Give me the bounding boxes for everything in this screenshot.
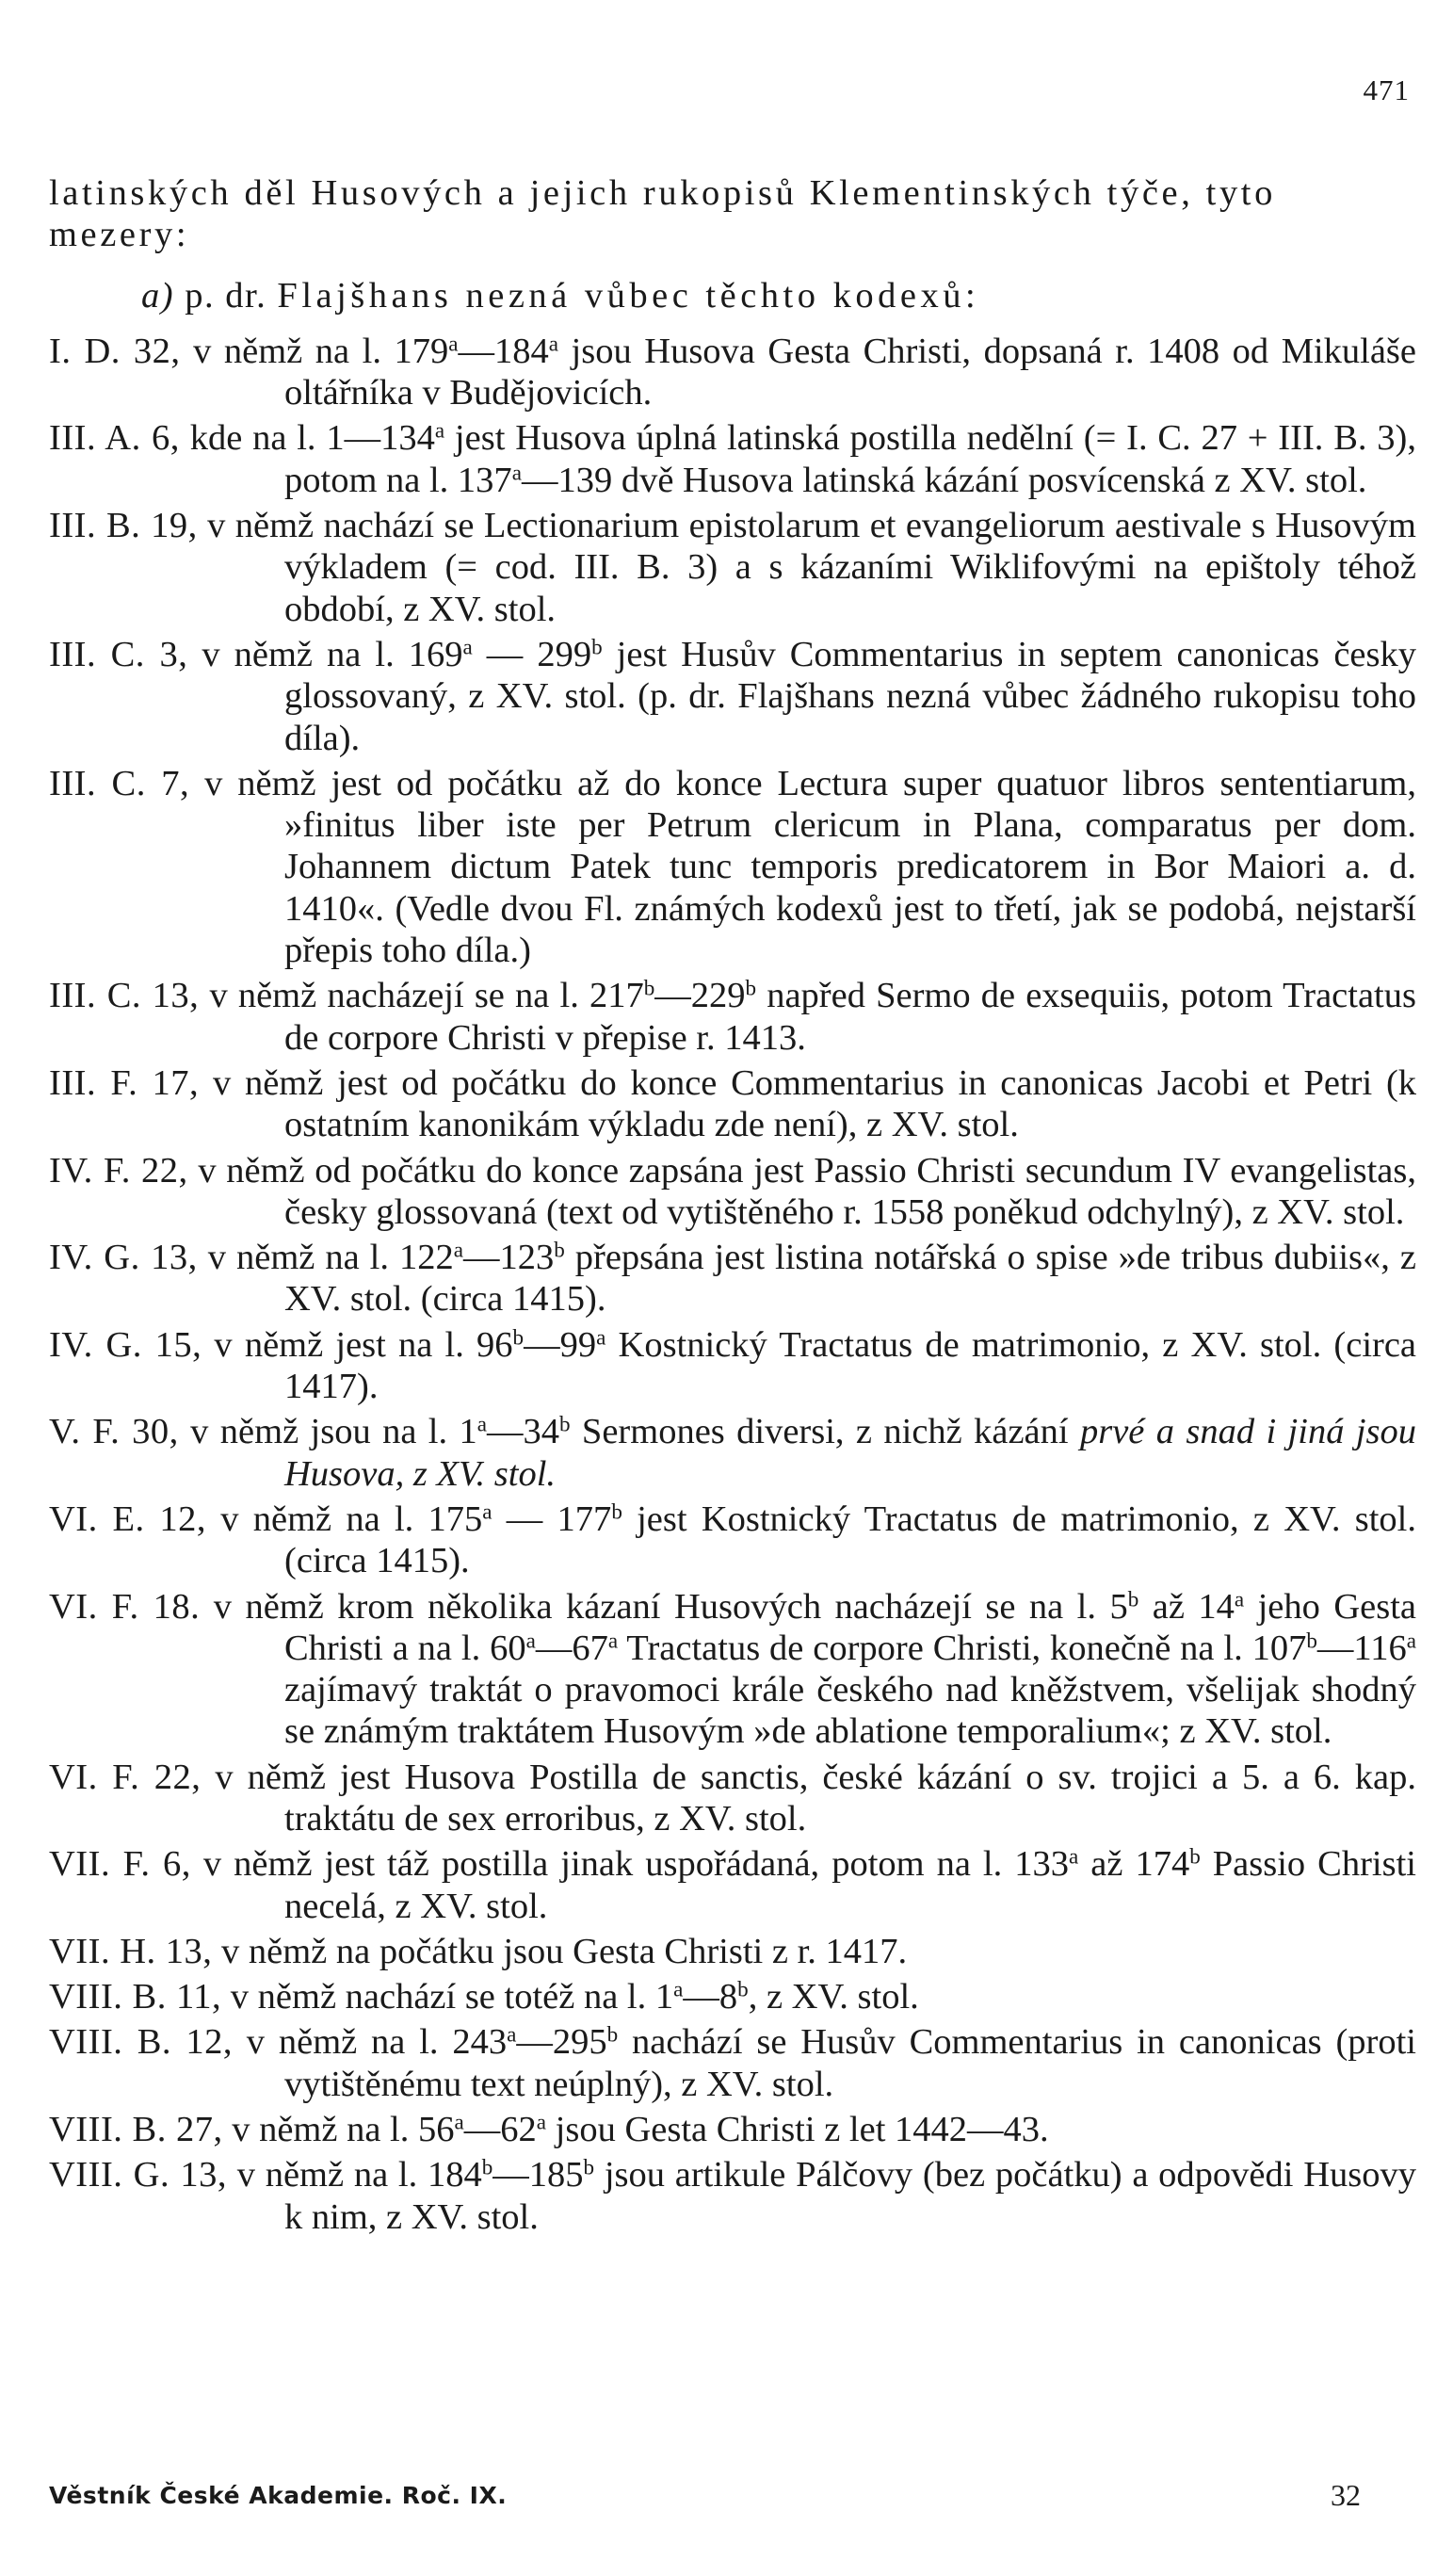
codex-entry [49, 1062, 1416, 1146]
intro-paragraph: latinských děl Husových a jejich rukopisů Klementinských týče, tyto mezery: [49, 173, 1276, 255]
codex-entry [49, 1757, 1416, 1840]
folio-side: b [606, 2021, 619, 2047]
entry-text: —184 [458, 331, 549, 371]
codex-entry [49, 1586, 1416, 1753]
folio-side: a [507, 2021, 517, 2047]
folio-side: a [607, 1628, 619, 1653]
codex-signature: IV. F. 22, [49, 1150, 188, 1191]
codex-entry [49, 505, 1416, 630]
codex-signature: III. C. 13, [49, 976, 200, 1016]
entry-text: jeho Gesta Christi a na l. 60 [284, 1586, 1417, 1668]
folio-side: a [525, 1628, 536, 1653]
entry-text: kde na l. 1—134 [189, 418, 435, 459]
page-body [49, 172, 1416, 2242]
codex-entry [49, 634, 1416, 759]
entry-text: v němž jest Husova Postilla de sanctis, české kázání o sv. trojici a 5. a 6. kap. traktátu de sex erroribus, z XV. stol. [215, 1757, 1417, 1839]
folio-side: a [453, 1237, 463, 1262]
entry-text: — 177 [492, 1499, 612, 1539]
sub-heading-prefix: p. dr. [185, 275, 267, 316]
folio-side: b [554, 1237, 565, 1262]
folio-side: a [462, 634, 473, 659]
folio-side: b [611, 1499, 622, 1524]
entry-text: jest Kostnický Tractatus de matrimonio, z XV. stol. (circa 1415). [284, 1499, 1416, 1581]
entry-text: v němž jest na l. 96 [214, 1324, 513, 1365]
entry-text: v němž na l. 179 [193, 331, 449, 371]
entry-text: napřed Sermo de exsequiis, potom Tractatus de corpore Christi v přepise r. 1413. [284, 976, 1416, 1058]
codex-signature: VI. F. 18. [49, 1586, 201, 1627]
codex-entry [49, 331, 1416, 414]
entry-text: v němž na l. 169 [202, 634, 463, 674]
folio-side: a [548, 331, 559, 356]
entry-text: jest Husova úplná latinská postilla nedělní (= I. C. 27 + III. B. 3), potom na l. 137 [284, 418, 1416, 500]
entry-text: —229 [654, 976, 746, 1016]
entry-text: jest Husův Commentarius in septem canonicas česky glossovaný, z XV. stol. (p. dr. Flajšhans nezná vůbec žádného rukopisu toho díla). [284, 634, 1416, 758]
codex-signature: VII. F. 6, [49, 1844, 191, 1885]
folio-side: b [591, 634, 603, 659]
entry-text: zajímavý traktát o pravomoci krále českého nad kněžstvem, všelijak shodný se známým traktátem Husovým »de ablatione temporalium«; z XV. stol. [284, 1670, 1416, 1752]
entry-text: —34 [487, 1412, 560, 1452]
folio-side: a [434, 417, 445, 443]
folio-side: b [1127, 1585, 1139, 1611]
codex-signature: IV. G. 15, [49, 1324, 202, 1365]
entry-text: —99 [524, 1324, 597, 1365]
codex-entry [49, 1237, 1416, 1320]
entry-text: Sermones diversi, z nichž kázání [570, 1412, 1080, 1452]
entry-text: jsou Husova Gesta Christi, dopsaná r. 1408 od Mikuláše oltářníka v Budějovicích. [284, 331, 1416, 413]
codex-entry [49, 1324, 1416, 1408]
folio-side: a [536, 2109, 547, 2134]
entry-text: v němž na počátku jsou Gesta Christi z r. 1417. [221, 1931, 908, 1971]
entry-text: v němž na l. 175 [220, 1499, 483, 1539]
folio-side: a [511, 460, 522, 485]
folio-side: b [583, 2154, 595, 2179]
entry-text: v němž jest od počátku do konce Commentarius in canonicas Jacobi et Petri (k ostatním kanonikám výkladu zde není), z XV. stol. [212, 1062, 1417, 1145]
folio-side: b [1189, 1843, 1201, 1869]
entry-text: nachází se Husův Commentarius in canonicas (proti vytištěnému text neúplný), z XV. stol. [284, 2022, 1417, 2104]
entry-text: —185 [492, 2155, 584, 2195]
page-number: 471 [1363, 73, 1410, 106]
entry-text: v němž jest táž postilla jinak uspořádaná, potom na l. 133 [202, 1844, 1070, 1885]
journal-title: Věstník České Akademie. Roč. IX. [49, 2482, 508, 2509]
codex-signature: VIII. B. 27, [49, 2110, 223, 2150]
entry-text: v němž na l. 56 [232, 2110, 455, 2150]
folio-side: b [737, 1976, 749, 2001]
page-footer [49, 2478, 1361, 2512]
folio-side: a [454, 2109, 464, 2134]
codex-entry [49, 763, 1416, 971]
codex-signature: III. C. 3, [49, 634, 188, 674]
entry-text: v němž nachází se totéž na l. 1 [230, 1977, 674, 2017]
entry-text: jsou artikule Pálčovy (bez počátku) a odpovědi Husovy k nim, z XV. stol. [284, 2155, 1416, 2237]
codex-entry [49, 1976, 1416, 2017]
entry-text: v němž na l. 184 [236, 2155, 482, 2195]
folio-side: a [448, 331, 459, 356]
entry-text: až 174 [1078, 1844, 1190, 1885]
entry-text: přepsána jest listina notářská o spise »de tribus dubiis«, z XV. stol. (circa 1415). [284, 1238, 1416, 1320]
entry-text: v němž od počátku do konce zapsána jest Passio Christi secundum IV evangelistas, česky glossovaná (text od vytištěného r. 1558 poněkud odchylný), z XV. stol. [198, 1150, 1416, 1232]
codex-signature: VIII. B. 11, [49, 1977, 222, 2017]
codex-list [49, 331, 1416, 2238]
entry-text: — 299 [472, 634, 592, 674]
codex-signature: VI. F. 22, [49, 1757, 202, 1797]
folio-side: a [673, 1976, 684, 2001]
entry-text: v němž jsou na l. 1 [190, 1412, 477, 1452]
entry-text: jsou Gesta Christi z let 1442—43. [546, 2110, 1049, 2150]
codex-entry [49, 417, 1416, 501]
sub-heading-marker: a) [141, 275, 175, 316]
codex-signature: III. A. 6, [49, 418, 180, 459]
entry-italic-text: prvé a snad i jiná jsou Husova, z XV. stol. [284, 1412, 1416, 1494]
codex-signature: III. C. 7, [49, 763, 190, 803]
codex-entry [49, 975, 1416, 1059]
folio-side: b [1306, 1628, 1317, 1653]
sheet-number: 32 [1331, 2478, 1361, 2512]
entry-text: v němž krom několika kázaní Husových nacházejí se na l. 5 [213, 1586, 1128, 1627]
entry-text: v němž jest od počátku až do konce Lectura super quatuor libros sententiarum, »finitus liber iste per Petrum clericum in Plana, comparatus per dom. Johannem dictum Patek tunc temporis predicatorem in Bor Maiori a. d. 1410«. (Vedle dvou Fl. známých kodexů jest to třetí, jak se podobá, nejstarší přepis toho díla.) [204, 763, 1416, 971]
codex-signature: VIII. B. 12, [49, 2022, 233, 2063]
entry-text: v němž na l. 243 [246, 2022, 508, 2063]
folio-side: b [745, 975, 757, 1000]
entry-text: Kostnický Tractatus de matrimonio, z XV. stol. (circa 1417). [284, 1324, 1417, 1407]
codex-entry [49, 2154, 1416, 2238]
codex-entry [49, 1931, 1416, 1972]
entry-text: v němž na l. 122 [207, 1238, 454, 1278]
codex-entry [49, 1499, 1416, 1582]
folio-side: a [482, 1499, 492, 1524]
entry-text: až 14 [1138, 1586, 1235, 1627]
codex-entry [49, 1150, 1416, 1234]
entry-text: v němž nachází se Lectionarium epistolarum et evangeliorum aestivale s Husovým výkladem (= cod. III. B. 3) a s kázaními Wiklifovými na epištoly téhož období, z XV. stol. [207, 506, 1417, 629]
entry-text: —62 [463, 2110, 537, 2150]
codex-signature: III. F. 17, [49, 1062, 200, 1103]
codex-entry [49, 1411, 1416, 1495]
folio-side: b [512, 1324, 525, 1350]
entry-text: v němž nacházejí se na l. 217 [209, 976, 644, 1016]
codex-entry [49, 1843, 1416, 1927]
entry-text: —67 [535, 1628, 608, 1668]
folio-side: a [1234, 1585, 1245, 1611]
codex-entry [49, 2109, 1416, 2150]
sub-heading [141, 275, 1416, 316]
folio-side: b [481, 2154, 493, 2179]
entry-text: —295 [516, 2022, 607, 2063]
entry-text: Passio Christi necelá, z XV. stol. [284, 1844, 1417, 1926]
folio-side: b [643, 975, 655, 1000]
folio-side: a [1069, 1843, 1079, 1869]
codex-signature: VI. E. 12, [49, 1499, 207, 1539]
entry-text: —123 [462, 1238, 555, 1278]
codex-entry [49, 2021, 1416, 2105]
folio-side: a [596, 1324, 606, 1350]
entry-text: —8 [683, 1977, 738, 2017]
folio-side: b [559, 1411, 571, 1436]
codex-signature: VII. H. 13, [49, 1931, 213, 1971]
entry-text: —139 dvě Husova latinská kázání posvícenská z XV. stol. [521, 460, 1367, 500]
codex-signature: III. B. 19, [49, 506, 198, 546]
entry-text: —116 [1316, 1628, 1407, 1668]
codex-signature: I. D. 32, [49, 331, 181, 371]
entry-text: Tractatus de corpore Christi, konečně na l. 107 [618, 1628, 1307, 1668]
folio-side: a [476, 1411, 488, 1436]
folio-side: a [1406, 1628, 1416, 1653]
sub-heading-text: Flajšhans nezná vůbec těchto kodexů: [277, 275, 980, 316]
entry-text: , z XV. stol. [748, 1977, 919, 2017]
codex-signature: VIII. G. 13, [49, 2155, 227, 2195]
codex-signature: V. F. 30, [49, 1412, 179, 1452]
codex-signature: IV. G. 13, [49, 1238, 198, 1278]
